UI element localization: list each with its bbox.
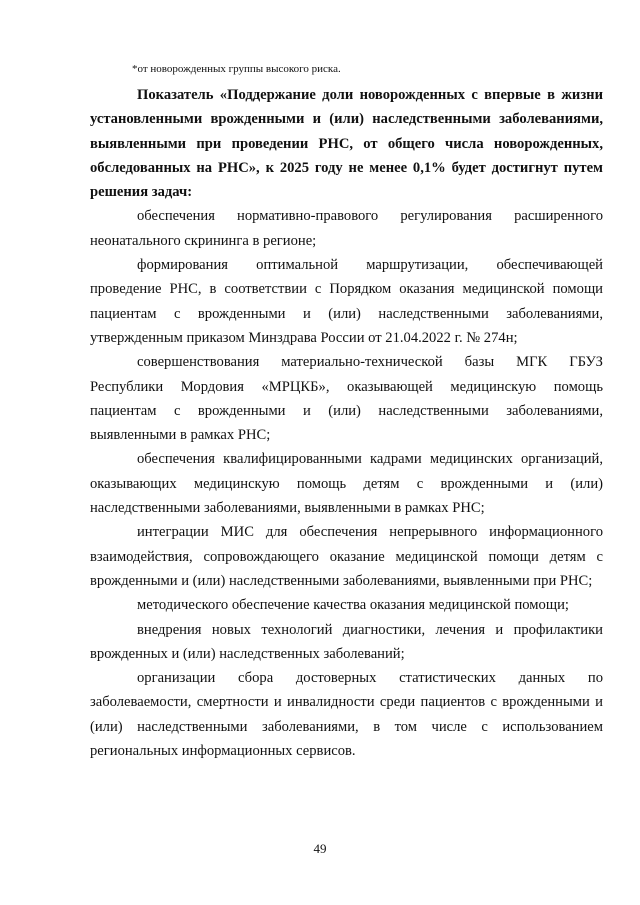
indicator-heading: Показатель «Поддержание доли новорожденных с впервые в жизни установленными врожденными и (или) наследственными заболеваниями, выявленными при проведении РНС, от общего числа новорожденных, обследованных на РНС», к 2025 году не менее 0,1% будет достигнут путем решения задач: xyxy=(90,87,603,201)
task-paragraph: формирования оптимальной маршрутизации, обеспечивающей проведение РНС, в соответствии с Порядком оказания медицинской помощи пациентам с врожденными и (или) наследственными заболеваниями, утвержденным приказом Минздрава России от 21.04.2022 г. № 274н; xyxy=(90,257,603,346)
task-paragraph: интеграции МИС для обеспечения непрерывного информационного взаимодействия, сопровождающего оказание медицинской помощи детям с врожденными и (или) наследственными заболеваниями, выявленными при РНС; xyxy=(90,524,603,589)
document-body xyxy=(90,83,603,763)
task-paragraph: обеспечения нормативно-правового регулирования расширенного неонатального скрининга в регионе; xyxy=(90,208,603,249)
task-paragraph: обеспечения квалифицированными кадрами медицинских организаций, оказывающих медицинскую помощь детям с врожденными и (или) наследственными заболеваниями, выявленными в рамках РНС; xyxy=(90,451,603,517)
task-paragraph: совершенствования материально-технической базы МГК ГБУЗ Республики Мордовия «МРЦКБ», оказывающей медицинскую помощь пациентам с врожденными и (или) наследственными заболеваниями, выявленными в рамках РНС; xyxy=(90,354,603,444)
footnote: *от новорожденных группы высокого риска. xyxy=(132,63,341,75)
task-paragraph: методического обеспечение качества оказания медицинской помощи; xyxy=(137,597,569,614)
task-paragraph: организации сбора достоверных статистических данных по заболеваемости, смертности и инвалидности среди пациентов с врожденными и (или) наследственными заболеваниями, в том числе с использованием региональных информационных сервисов. xyxy=(90,670,603,760)
task-paragraph: внедрения новых технологий диагностики, лечения и профилактики врожденных и (или) наследственных заболеваний; xyxy=(90,621,603,662)
page-number: 49 xyxy=(313,841,327,856)
